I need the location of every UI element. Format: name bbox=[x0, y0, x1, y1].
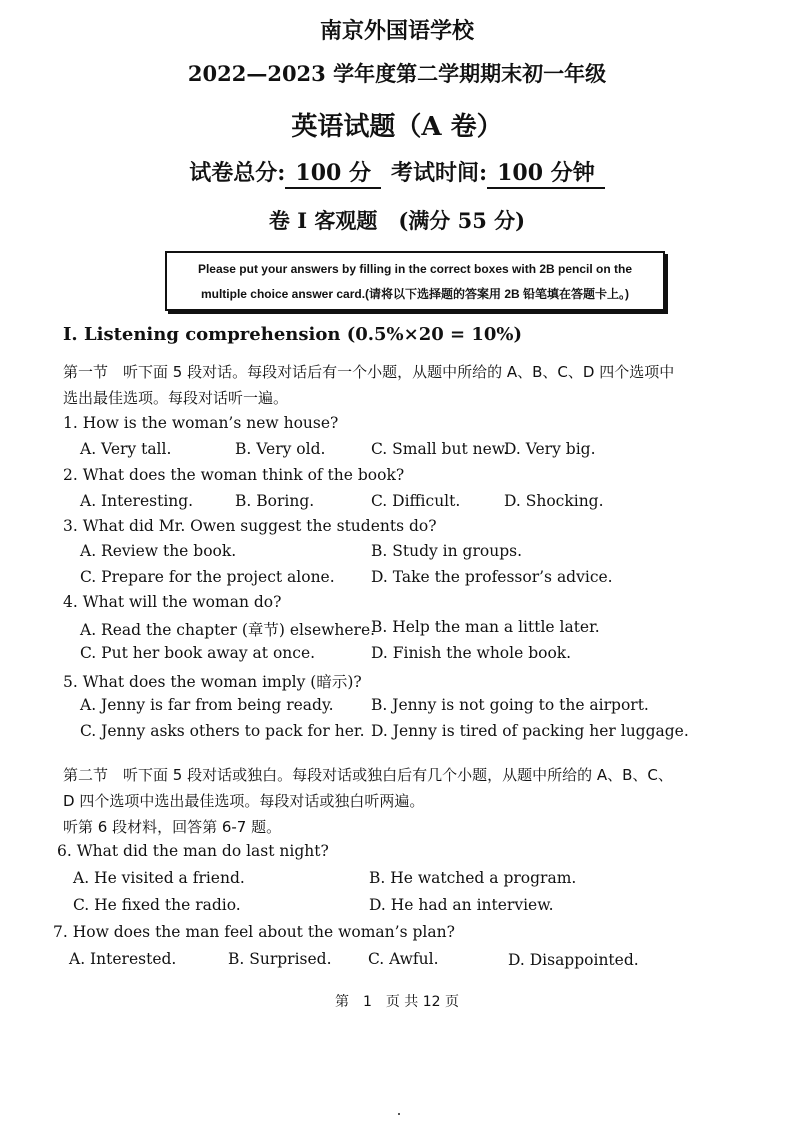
part1-instruction-line1: 第一节 听下面 5 段对话。每段对话后有一个小题，从题中所给的 A、B、C、D 四个选项中 bbox=[63, 363, 675, 381]
time-label: 考试时间: bbox=[391, 160, 488, 186]
question-5-stem: 5. What does the woman imply (暗示)? bbox=[63, 673, 362, 691]
question-3-stem: 3. What did Mr. Owen suggest the students do? bbox=[63, 517, 437, 535]
exam-subject: 英语试题（A 卷） bbox=[291, 112, 503, 142]
question-5-option-b: B. Jenny is not going to the airport. bbox=[371, 696, 649, 714]
exam-term: 2022—2023 学年度第二学期期末初一年级 bbox=[187, 61, 607, 86]
scan-speck bbox=[398, 1113, 400, 1115]
question-3-option-d: D. Take the professor’s advice. bbox=[371, 568, 613, 586]
question-7-option-b: B. Surprised. bbox=[228, 950, 332, 968]
question-7-option-a: A. Interested. bbox=[69, 950, 177, 968]
question-7-option-c: C. Awful. bbox=[368, 950, 439, 968]
question-4-option-d: D. Finish the whole book. bbox=[371, 644, 572, 662]
question-2-option-b: B. Boring. bbox=[235, 492, 315, 510]
notice-box bbox=[165, 251, 665, 311]
notice-line-2: multiple choice answer card.(请将以下选择题的答案用 2B 铅笔填在答题卡上。) bbox=[200, 287, 630, 301]
question-7-option-d: D. Disappointed. bbox=[508, 951, 639, 969]
time-value: 100 分钟 bbox=[487, 156, 605, 189]
question-4-option-c: C. Put her book away at once. bbox=[80, 644, 316, 662]
question-6-stem: 6. What did the man do last night? bbox=[57, 842, 329, 860]
question-3-option-c: C. Prepare for the project alone. bbox=[80, 568, 335, 586]
part2-instruction-line2: D 四个选项中选出最佳选项。每段对话或独白听两遍。 bbox=[63, 792, 425, 810]
school-name: 南京外国语学校 bbox=[319, 18, 474, 44]
question-4-option-b: B. Help the man a little later. bbox=[371, 618, 600, 636]
question-3-option-a: A. Review the book. bbox=[80, 542, 237, 560]
question-5-option-d: D. Jenny is tired of packing her luggage. bbox=[371, 722, 689, 740]
question-6-option-a: A. He visited a friend. bbox=[73, 869, 245, 887]
question-1-option-c: C. Small but new. bbox=[371, 440, 509, 458]
section-title: I. Listening comprehension (0.5%×20 = 10%) bbox=[63, 324, 523, 345]
notice-line-1: Please put your answers by filling in the correct boxes with 2B pencil on the bbox=[197, 262, 633, 276]
part2-instruction-line1: 第二节 听下面 5 段对话或独白。每段对话或独白后有几个小题，从题中所给的 A、B、C、 bbox=[63, 766, 673, 784]
question-1-option-d: D. Very big. bbox=[504, 440, 596, 458]
question-3-option-b: B. Study in groups. bbox=[371, 542, 522, 560]
question-4-option-a: A. Read the chapter (章节) elsewhere. bbox=[80, 621, 376, 639]
question-5-option-c: C. Jenny asks others to pack for her. bbox=[80, 722, 365, 740]
exam-info bbox=[0, 156, 794, 189]
question-7-stem: 7. How does the man feel about the woman’s plan? bbox=[53, 923, 455, 941]
part2-instruction-line3: 听第 6 段材料，回答第 6-7 题。 bbox=[63, 818, 282, 836]
question-4-stem: 4. What will the woman do? bbox=[63, 593, 282, 611]
question-2-stem: 2. What does the woman think of the book? bbox=[63, 466, 405, 484]
question-1-option-b: B. Very old. bbox=[235, 440, 326, 458]
question-2-option-a: A. Interesting. bbox=[80, 492, 194, 510]
question-6-option-c: C. He fixed the radio. bbox=[73, 896, 241, 914]
question-2-option-c: C. Difficult. bbox=[371, 492, 461, 510]
page-footer: 第 1 页 共 12 页 bbox=[334, 994, 460, 1010]
question-6-option-d: D. He had an interview. bbox=[369, 896, 554, 914]
part1-instruction-line2: 选出最佳选项。每段对话听一遍。 bbox=[63, 389, 289, 407]
question-5-option-a: A. Jenny is far from being ready. bbox=[80, 696, 334, 714]
score-value: 100 分 bbox=[285, 156, 381, 189]
score-label: 试卷总分: bbox=[189, 160, 286, 186]
question-1-option-a: A. Very tall. bbox=[80, 440, 172, 458]
question-1-stem: 1. How is the woman’s new house? bbox=[63, 414, 339, 432]
question-6-option-b: B. He watched a program. bbox=[369, 869, 577, 887]
question-2-option-d: D. Shocking. bbox=[504, 492, 604, 510]
volume-title: 卷 I 客观题 (满分 55 分) bbox=[268, 208, 526, 233]
